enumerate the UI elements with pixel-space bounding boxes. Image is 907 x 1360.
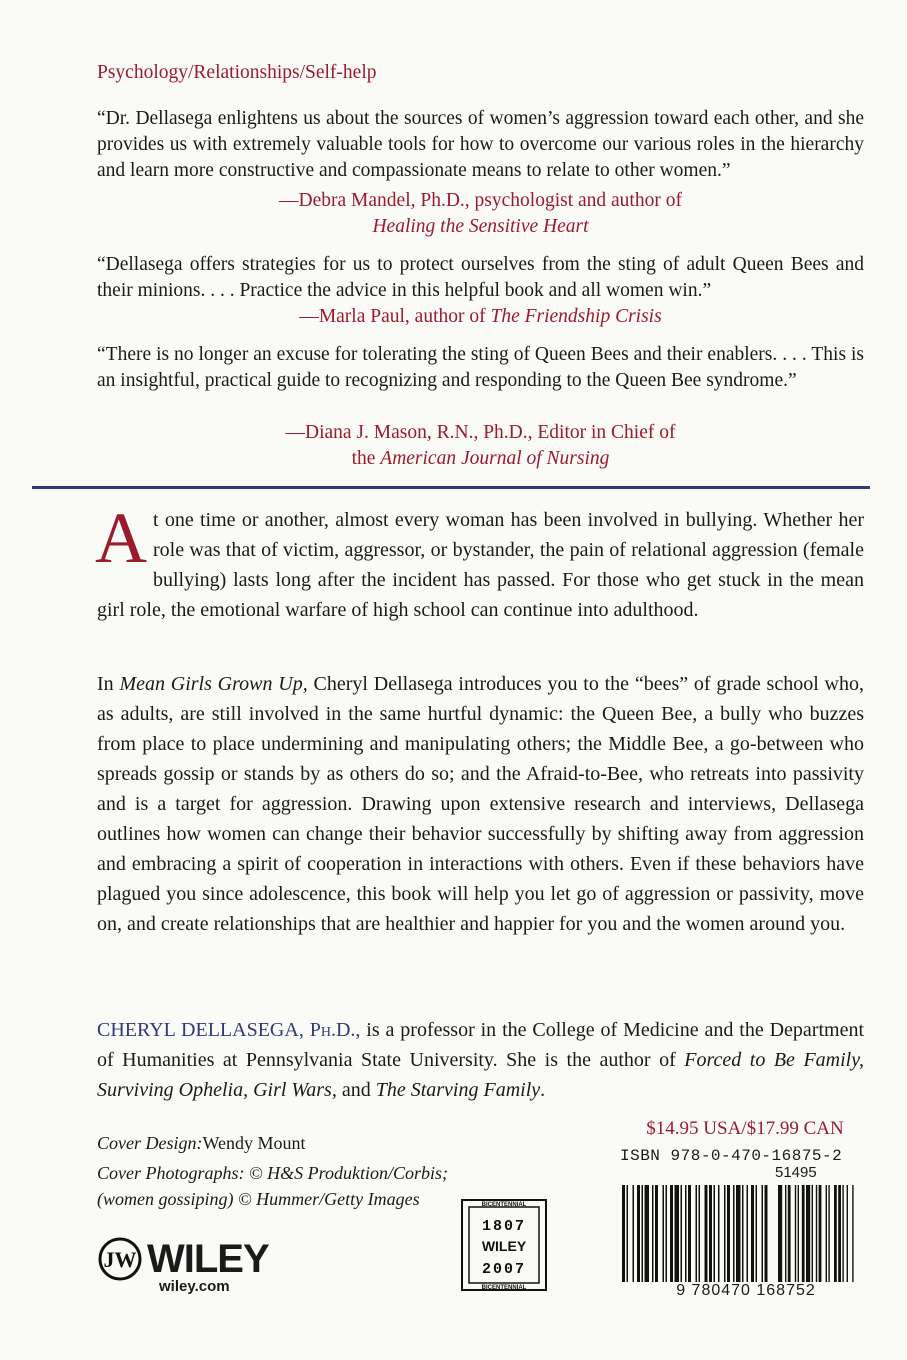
author-bio: CHERYL DELLASEGA, Ph.D., is a professor in the College of Medicine and the Department of Humanities at Pennsylvania State University. She is the author of Forced to Be Family, Surviving Ophelia, Girl Wars, and The Starving Family. [97, 1019, 864, 1101]
svg-text:WILEY: WILEY [481, 1238, 527, 1254]
attribution-book: Healing the Sensitive Heart [372, 216, 589, 237]
svg-text:2007: 2007 [481, 1261, 527, 1278]
price-code: 51495 [775, 1164, 817, 1181]
review-attribution-1 [97, 188, 864, 240]
section-divider [32, 486, 870, 489]
wiley-logo [97, 1236, 269, 1295]
attribution-line: —Debra Mandel, Ph.D., psychologist and author of [279, 190, 682, 211]
description-paragraph: In Mean Girls Grown Up, Cheryl Dellasega introduces you to the “bees” of grade school who, as adults, are still involved in the same hurtful dynamic: the Queen Bee, a bully who buzzes from place to place undermining and manipulating others; the Middle Bee, a go-between who spreads gossip or stands by as others do so; and the Afraid-to-Bee, who retreats into passivity and is a target for aggression. Drawing upon extensive research and interviews, Dellasega outlines how women can change their behavior successfully by shifting away from aggression and embracing a spirit of cooperation in interactions with others. Even if these behaviors have plagued you since adolescence, this book will help you let go of aggression or passivity, move on, and create relationships that are healthier and happier for you and the women around you. [97, 673, 864, 935]
attribution-line: —Diana J. Mason, R.N., Ph.D., Editor in Chief of [285, 422, 676, 443]
svg-text:1807: 1807 [481, 1218, 527, 1235]
svg-text:JW: JW [103, 1247, 137, 1272]
review-attribution-3 [97, 420, 864, 472]
author-name: CHERYL DELLASEGA, [97, 1019, 310, 1041]
cover-design-credit: Cover Design:Wendy Mount [97, 1133, 306, 1153]
svg-text:BICENTENNIAL: BICENTENNIAL [481, 1285, 527, 1291]
isbn-label: ISBN 978-0-470-16875-2 [620, 1147, 843, 1165]
price-label: $14.95 USA/$17.99 CAN [646, 1118, 844, 1139]
wiley-wordmark: WILEY [147, 1236, 269, 1281]
svg-text:BICENTENNIAL: BICENTENNIAL [481, 1202, 527, 1208]
drop-cap: A [95, 498, 147, 578]
bicentennial-logo [461, 1199, 547, 1291]
wiley-emblem-icon [97, 1236, 143, 1282]
attribution-journal: the American Journal of Nursing [351, 448, 610, 469]
intro-paragraph: At one time or another, almost every woman has been involved in bullying. Whether her role was that of victim, aggressor, or bystander, the pain of relational aggression (female bullying) lasts long after the incident has passed. For those who get stuck in the mean girl role, the emotional warfare of high school can continue into adulthood. [95, 498, 864, 621]
category-label: Psychology/Relationships/Self-help [97, 62, 377, 83]
review-attribution-2: —Marla Paul, author of The Friendship Crisis [299, 306, 662, 327]
review-quote-3: “There is no longer an excuse for tolerating the sting of Queen Bees and their enablers. . . . This is an insightful, practical guide to recognizing and responding to the Queen Bee syndrome.” [97, 344, 864, 391]
review-quote-1: “Dr. Dellasega enlightens us about the sources of women’s aggression toward each other, and she provides us with extremely valuable tools for how to overcome our various roles in the hierarchy and learn more constructive and compassionate means to relate to other women.” [97, 108, 864, 181]
cover-photo-credit: Cover Photographs: © H&S Produktion/Corbis; (women gossiping) © Hummer/Getty Images [97, 1163, 448, 1209]
wiley-url: wiley.com [159, 1278, 230, 1295]
review-quote-2: “Dellasega offers strategies for us to protect ourselves from the sting of adult Queen Bees and their minions. . . . Practice the advice in this helpful book and all women win.” [97, 254, 864, 301]
ean-digits: 9 780470 168752 [620, 1282, 872, 1300]
